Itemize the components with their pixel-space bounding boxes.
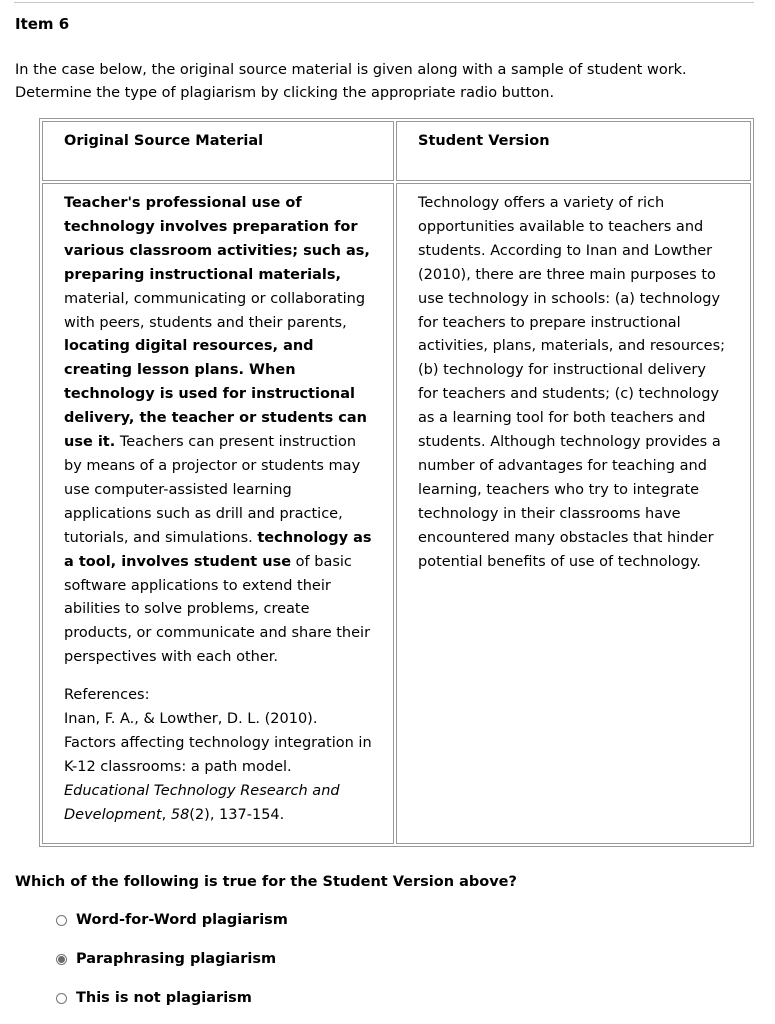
case-table [39, 118, 754, 847]
student-version-cell [396, 183, 751, 844]
original-source-cell [42, 183, 394, 844]
top-divider [14, 2, 754, 3]
reference-journal: Educational Technology Research and Development [64, 782, 340, 823]
original-seg-6: of basic software applications to extend their abilities to solve problems, create products, or communicate and share their perspectives with each other. [64, 553, 371, 666]
reference-sep: , [161, 806, 171, 823]
original-seg-5: technology as a tool, involves student use [64, 529, 372, 570]
reference-entry [64, 708, 373, 828]
original-source-heading: Original Source Material [64, 133, 264, 149]
question-text: Which of the following is true for the Student Version above? [15, 874, 517, 890]
original-seg-3: locating digital resources, and creating lesson plans. When technology is used for instructional delivery, the teacher or students can use it. [64, 338, 368, 451]
original-seg-2: material, communicating or collaborating with peers, students and their parents, [64, 290, 366, 331]
instructions-text: In the case below, the original source material is given along with a sample of student work. Determine the type of plagiarism by clicking the appropriate radio button. [15, 62, 687, 101]
reference-citation: Inan, F. A., & Lowther, D. L. (2010). Factors affecting technology integration in K-12 classrooms: a path model. [64, 711, 372, 775]
radio-word-for-word[interactable] [56, 915, 67, 926]
option-paraphrasing[interactable] [56, 951, 276, 967]
reference-volume: 58 [170, 806, 190, 823]
option-not-plagiarism[interactable] [56, 990, 252, 1006]
student-header-cell [396, 121, 751, 181]
option-label-paraphrasing: Paraphrasing plagiarism [76, 951, 277, 967]
original-header-cell [42, 121, 394, 181]
option-label-not-plagiarism: This is not plagiarism [76, 990, 252, 1006]
option-label-word-for-word: Word-for-Word plagiarism [76, 912, 288, 928]
original-source-text [64, 192, 373, 670]
references-label: References: [64, 687, 150, 704]
radio-not-plagiarism[interactable] [56, 993, 67, 1004]
item-title: Item 6 [15, 15, 70, 33]
reference-tail: (2), 137-154. [189, 806, 285, 823]
radio-paraphrasing[interactable] [56, 954, 67, 965]
student-version-heading: Student Version [418, 133, 550, 149]
option-word-for-word[interactable] [56, 912, 288, 928]
original-seg-1: Teacher's professional use of technology involves preparation for various classroom activities; such as, preparing instructional materials, [64, 195, 370, 283]
student-version-text: Technology offers a variety of rich opportunities available to teachers and students. According to Inan and Lowther (2010), there are three main purposes to use technology in schools: (a) technology for teachers to prepare instructional activities, plans, materials, and resources; (b) technology for instructional delivery for teachers and students; (c) technology as a learning tool for both teachers and students. Although technology provides a number of advantages for teaching and learning, teachers who try to integrate technology in their classrooms have encountered many obstacles that hinder potential benefits of use of technology. [418, 195, 726, 570]
original-seg-4: Teachers can present instruction by means of a projector or students may use computer-assisted learning applications such as drill and practice, tutorials, and simulations. [64, 434, 361, 546]
